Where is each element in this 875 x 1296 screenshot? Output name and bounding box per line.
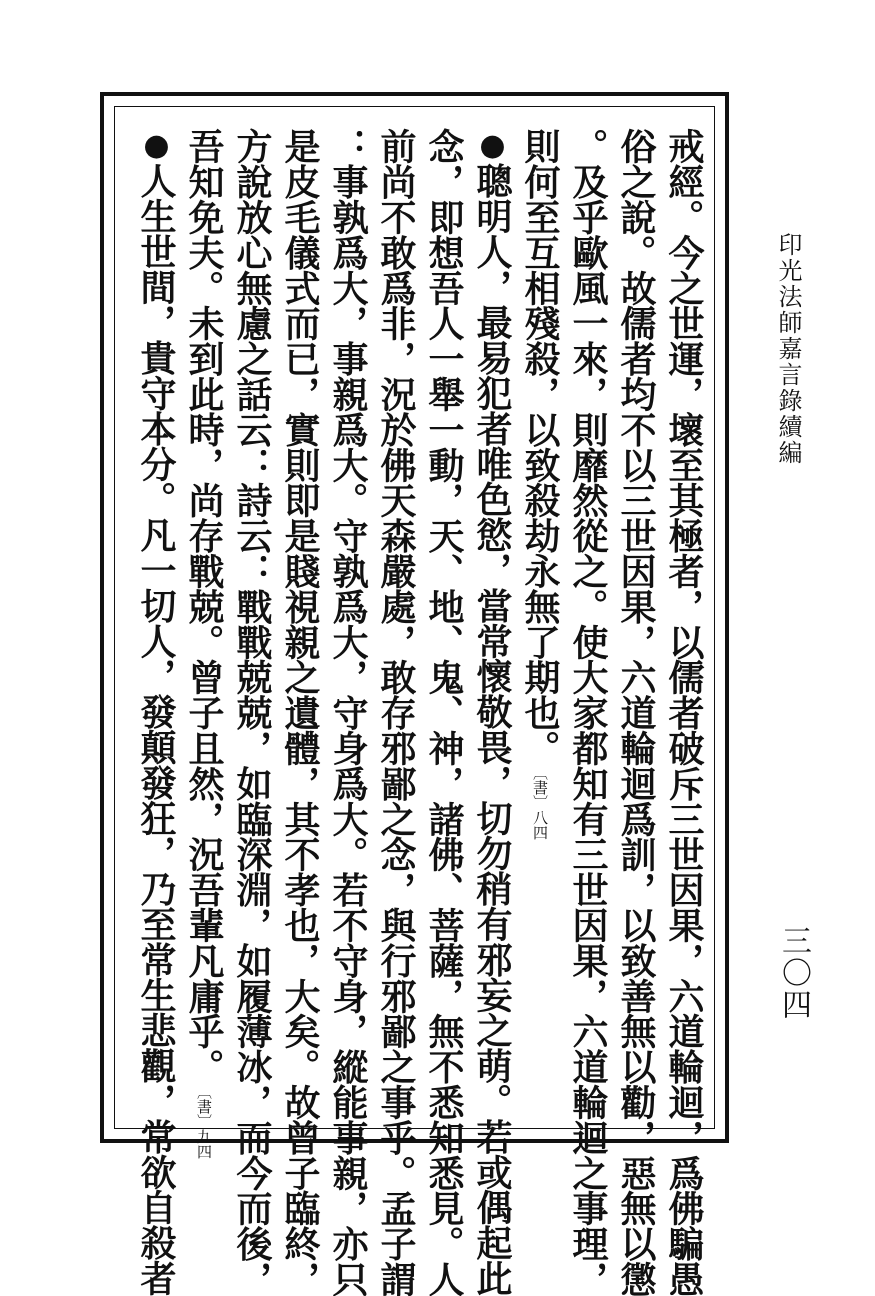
column-text: 則何至互相殘殺，以致殺劫永無了期也。	[519, 128, 561, 766]
column-text: 人生世間，貴守本分。凡一切人，發顛發狂，乃至常生悲觀，常欲自殺者	[135, 162, 177, 1296]
column-text: 俗之說。故儒者均不以三世因果，六道輪迴爲訓，以致善無以勸，惡無以懲	[615, 128, 657, 1296]
text-column-4	[516, 128, 564, 840]
column-text: 吾知免夫。未到此時，尚存戰兢。曾子且然，況吾輩凡庸乎。	[183, 128, 225, 1084]
column-text: 戒經。今之世運，壞至其極者，以儒者破斥三世因果，六道輪迴，爲佛騙愚	[663, 128, 705, 1296]
column-text: 。及乎歐風一來，則靡然從之。使大家都知有三世因果，六道輪迴之事理，	[567, 128, 609, 1296]
text-column-7	[372, 128, 420, 1296]
column-text: 方說放心無慮之話云：詩云：戰戰兢兢，如臨深淵，如履薄冰，而今而後，	[231, 128, 273, 1296]
text-column-1	[660, 128, 708, 1296]
bullet-icon: ●	[139, 128, 174, 163]
text-column-3	[564, 128, 612, 1296]
text-column-5	[468, 128, 516, 1295]
text-column-10	[228, 128, 276, 1296]
column-text: ：事孰爲大，事親爲大。守孰爲大，守身爲大。若不守身，縱能事親，亦只	[327, 128, 369, 1296]
column-text: 聰明人，最易犯者唯色慾，當常懷敬畏，切勿稍有邪妄之萌。若或偶起此	[471, 162, 513, 1296]
text-column-12	[132, 128, 180, 1295]
column-text: 念，即想吾人一舉一動，天、地、鬼、神，諸佛、菩薩，無不悉知悉見。人	[423, 128, 465, 1296]
text-column-8	[324, 128, 372, 1296]
text-column-6	[420, 128, 468, 1296]
text-column-2	[612, 128, 660, 1296]
page-number: 三〇四	[776, 925, 811, 1021]
column-text: 前尚不敢爲非，況於佛天森嚴處，敢存邪鄙之念，與行邪鄙之事乎。孟子謂	[375, 128, 417, 1296]
source-note: 〔書〕九四	[195, 1083, 213, 1159]
column-text: 是皮毛儀式而已，實則即是賤視親之遺體，其不孝也，大矣。故曾子臨終，	[279, 128, 321, 1296]
source-note: 〔書〕八四	[531, 765, 549, 841]
text-column-9	[276, 128, 324, 1296]
book-title: 印光法師嘉言錄續編	[774, 232, 802, 466]
bullet-icon: ●	[475, 128, 510, 163]
text-column-11	[180, 128, 228, 1159]
